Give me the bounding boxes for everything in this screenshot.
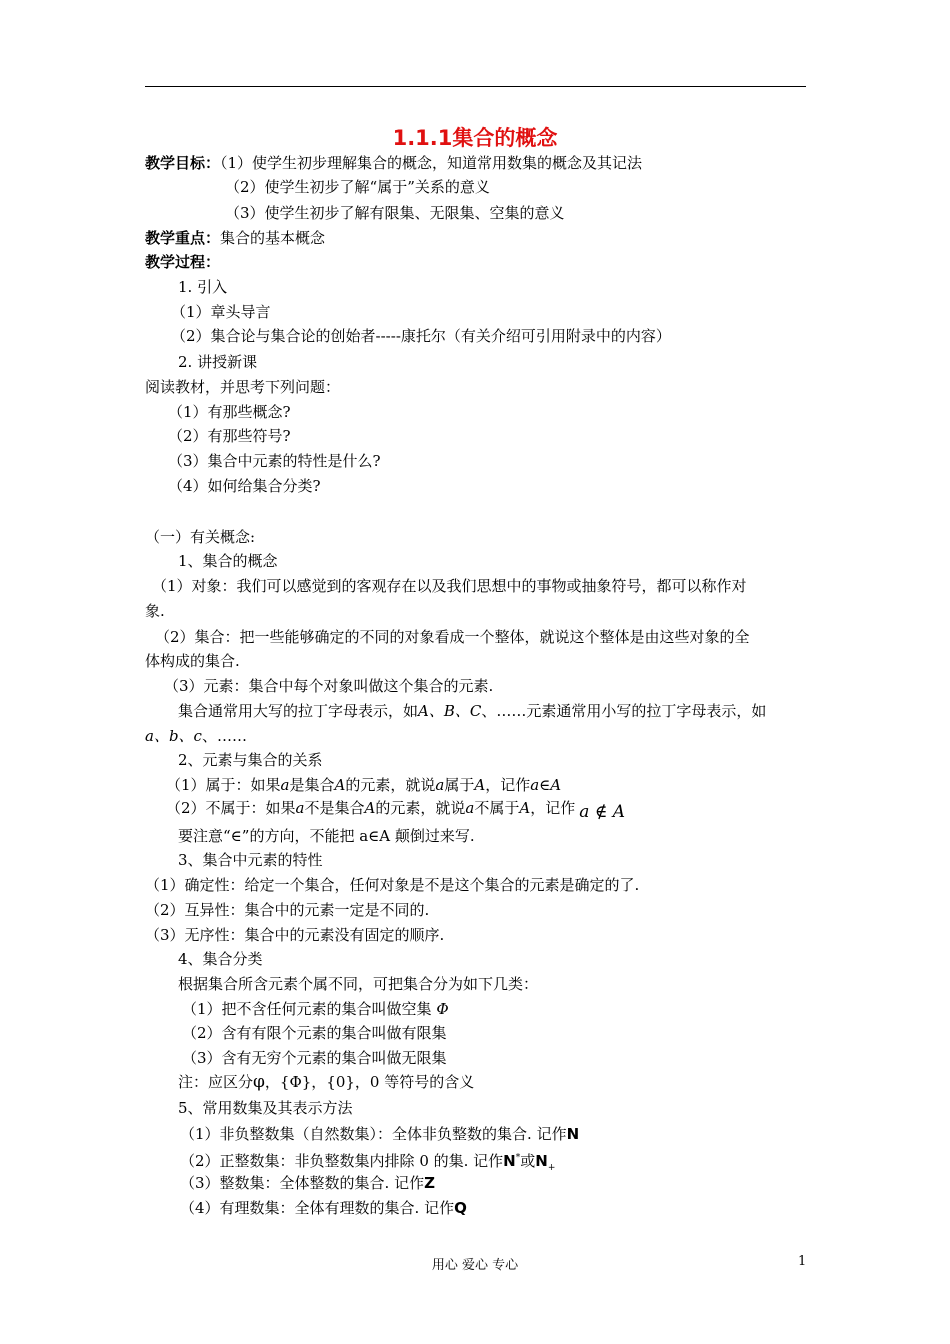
caution-note: 要注意“∈”的方向，不能把 a∈A 颠倒过来写. xyxy=(178,827,475,845)
element-def: （3）元素：集合中每个对象叫做这个集合的元素. xyxy=(164,677,494,695)
page-title: 1.1.1集合的概念 xyxy=(392,126,558,150)
classify-intro: 根据集合所含元素个属不同，可把集合分为如下几类： xyxy=(178,975,539,993)
set-def-line-1: （2）集合：把一些能够确定的不同的对象看成一个整体，就说这个整体是由这些对象的全 xyxy=(155,628,750,646)
belong-notation: a∈A xyxy=(530,776,562,794)
section-2-heading: 2、元素与集合的关系 xyxy=(178,751,323,769)
notation-text-1: 集合通常用大写的拉丁字母表示，如 xyxy=(178,702,419,720)
not-belong-text-4: 不属于 xyxy=(474,799,520,817)
property-3: （3）无序性：集合中的元素没有固定的顺序. xyxy=(145,926,445,944)
symbol-A: A xyxy=(474,776,486,794)
section-5-heading: 5、常用数集及其表示方法 xyxy=(178,1099,353,1117)
integer-text: （3）整数集：全体整数的集合. 记作 xyxy=(180,1174,425,1192)
notation-symbols-upper: A、B、C xyxy=(418,702,482,720)
rational-text: （4）有理数集：全体有理数的集合. 记作 xyxy=(180,1199,455,1217)
object-def-line-2: 象. xyxy=(145,602,165,620)
class-infinite-set: （3）含有无穷个元素的集合叫做无限集 xyxy=(182,1049,447,1067)
concepts-heading: （一）有关概念: xyxy=(145,528,256,546)
question-1: （1）有那些概念? xyxy=(168,403,291,421)
positive-symbol-2: N xyxy=(535,1152,548,1170)
belong-line xyxy=(166,775,561,795)
goals-label: 教学目标： xyxy=(145,154,221,172)
question-3: （3）集合中元素的特性是什么? xyxy=(168,452,381,470)
positive-symbol-1: N xyxy=(503,1152,516,1170)
key-point-label: 教学重点： xyxy=(145,229,221,247)
not-belong-text-1: （2）不属于：如果 xyxy=(166,799,296,817)
goals-item-3: （3）使学生初步了解有限集、无限集、空集的意义 xyxy=(225,204,565,222)
belong-text-3: 的元素，就说 xyxy=(345,776,436,794)
process-label: 教学过程： xyxy=(145,253,221,271)
lecture-read: 阅读教材，并思考下列问题： xyxy=(145,378,341,396)
number-set-natural xyxy=(180,1124,579,1144)
section-1-heading: 1、集合的概念 xyxy=(178,552,278,570)
natural-text: （1）非负整数集（自然数集）：全体非负整数的集合. 记作 xyxy=(180,1125,567,1143)
not-belong-text-2: 不是集合 xyxy=(304,799,365,817)
belong-text-1: （1）属于：如果 xyxy=(166,776,281,794)
class-empty-text: （1）把不含任何元素的集合叫做空集 xyxy=(182,1000,432,1018)
goals-item-2: （2）使学生初步了解“属于”关系的意义 xyxy=(225,178,490,196)
notation-text-3: 、…… xyxy=(201,727,247,745)
property-2: （2）互异性：集合中的元素一定是不同的. xyxy=(145,901,430,919)
not-belong-text-5: ，记作 xyxy=(530,799,576,817)
positive-text: （2）正整数集：非负整数集内排除 0 的集. 记作 xyxy=(180,1152,504,1170)
not-belong-text-3: 的元素，就说 xyxy=(375,799,466,817)
object-def-line-1: （1）对象：我们可以感觉到的客观存在以及我们思想中的事物或抽象符号，都可以称作对 xyxy=(152,577,747,595)
notation-text-2: 、……元素通常用小写的拉丁字母表示，如 xyxy=(481,702,767,720)
rational-symbol: Q xyxy=(454,1199,467,1217)
class-finite-set: （2）含有有限个元素的集合叫做有限集 xyxy=(182,1024,447,1042)
notation-symbols-lower: a、b、c xyxy=(145,727,202,745)
intro-item-2: （2）集合论与集合论的创始者-----康托尔（有关介绍可引用附录中的内容） xyxy=(171,327,671,345)
positive-sup: * xyxy=(515,1153,521,1163)
section-4-heading: 4、集合分类 xyxy=(178,950,263,968)
phi-symbol: φ xyxy=(253,1072,265,1092)
natural-symbol: N xyxy=(566,1125,580,1143)
notation-line-1 xyxy=(178,701,766,721)
intro-heading: 1. 引入 xyxy=(178,278,228,296)
symbol-note xyxy=(178,1072,474,1092)
belong-text-4: 属于 xyxy=(444,776,475,794)
symbol-a: a xyxy=(280,776,290,794)
class-empty-set xyxy=(182,999,449,1019)
notation-line-2 xyxy=(145,726,247,746)
question-2: （2）有那些符号? xyxy=(168,427,291,445)
symbol-a: a xyxy=(435,776,445,794)
goals-line-1 xyxy=(145,153,642,173)
intro-item-1: （1）章头导言 xyxy=(171,303,271,321)
belong-text-2: 是集合 xyxy=(289,776,335,794)
key-point-text: 集合的基本概念 xyxy=(220,229,326,247)
symbol-A: A xyxy=(334,776,346,794)
symbol-A: A xyxy=(364,799,376,817)
not-belong-notation: a ∉ A xyxy=(579,802,626,822)
symbol-a: a xyxy=(295,799,305,817)
question-4: （4）如何给集合分类? xyxy=(168,477,321,495)
set-def-line-2: 体构成的集合. xyxy=(145,652,240,670)
empty-set-symbol: Φ xyxy=(436,1000,449,1018)
number-set-rational xyxy=(180,1198,467,1218)
symbol-note-text-1: 注：应区分 xyxy=(178,1073,254,1091)
section-3-heading: 3、集合中元素的特性 xyxy=(178,851,323,869)
lecture-heading: 2. 讲授新课 xyxy=(178,353,258,371)
number-set-integer xyxy=(180,1173,435,1193)
positive-sub: + xyxy=(547,1163,556,1173)
symbol-a: a xyxy=(465,799,475,817)
symbol-A: A xyxy=(519,799,531,817)
positive-or: 或 xyxy=(520,1152,536,1170)
page-number: 1 xyxy=(798,1254,807,1269)
key-point-line xyxy=(145,228,325,248)
goals-item-1: （1）使学生初步理解集合的概念，知道常用数集的概念及其记法 xyxy=(220,154,643,172)
not-belong-line xyxy=(166,798,626,822)
integer-symbol: Z xyxy=(424,1174,435,1192)
footer-text: 用心 爱心 专心 xyxy=(431,1258,519,1273)
property-1: （1）确定性：给定一个集合，任何对象是不是这个集合的元素是确定的了. xyxy=(145,876,640,894)
belong-text-5: ，记作 xyxy=(485,776,531,794)
symbol-note-text-2: ，{Φ}，{0}，0 等符号的含义 xyxy=(264,1073,475,1091)
header-rule xyxy=(145,86,806,87)
